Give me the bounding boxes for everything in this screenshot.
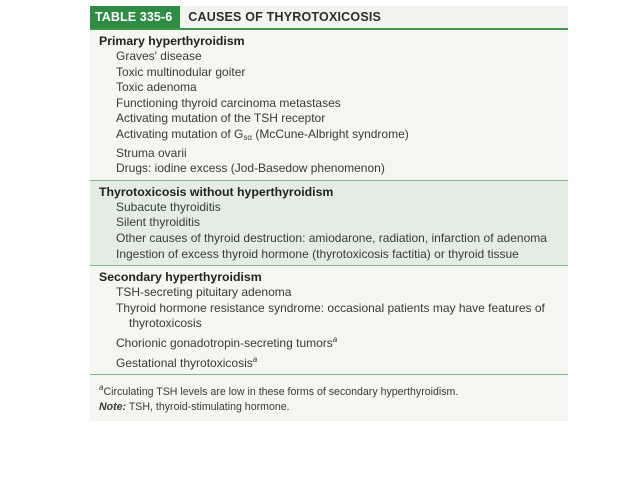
- section-heading: Secondary hyperthyroidism: [99, 270, 262, 285]
- list-item: Graves' disease: [116, 49, 202, 63]
- item-list: [99, 49, 564, 177]
- item-list: [99, 285, 564, 371]
- list-item: Struma ovarii: [116, 145, 187, 160]
- table-number: TABLE 335-6: [90, 6, 180, 28]
- table-footnotes: [90, 374, 568, 421]
- footnote-marker: a: [99, 383, 104, 393]
- item-text: Activating mutation of G: [116, 126, 244, 141]
- list-item: Other causes of thyroid destruction: amiodarone, radiation, infarction of adenoma: [116, 230, 547, 245]
- item-list: [99, 200, 564, 262]
- list-item: Functioning thyroid carcinoma metastases: [116, 95, 341, 110]
- list-item: Toxic multinodular goiter: [116, 64, 246, 79]
- section-thyrotoxicosis-without-hyperthyroidism: [90, 181, 568, 265]
- list-item: [116, 127, 564, 146]
- list-item: Silent thyroiditis: [116, 215, 201, 230]
- note-text: TSH, thyroid-stimulating hormone.: [126, 401, 290, 414]
- table-header: [90, 6, 568, 30]
- section-heading: Primary hyperthyroidism: [99, 34, 245, 48]
- item-text: Chorionic gonadotropin-secreting tumors: [116, 335, 333, 350]
- item-text: (McCune-Albright syndrome): [252, 126, 409, 141]
- footnote-a: [99, 380, 562, 400]
- footnote-text: Circulating TSH levels are low in these forms of secondary hyperthyroidism.: [103, 386, 459, 399]
- list-item: Subacute thyroiditis: [116, 199, 221, 214]
- footnote-marker: a: [252, 354, 258, 364]
- subscript-text: sα: [243, 132, 253, 142]
- table: [90, 6, 568, 421]
- section-heading: Thyrotoxicosis without hyperthyroidism: [99, 184, 334, 199]
- list-item: TSH-secreting pituitary adenoma: [116, 285, 292, 300]
- list-item: [116, 332, 564, 352]
- footnote-marker: a: [332, 334, 338, 344]
- table-title: CAUSES OF THYROTOXICOSIS: [188, 10, 382, 24]
- list-item: Ingestion of excess thyroid hormone (thyrotoxicosis factitia) or thyroid tissue: [116, 246, 519, 261]
- list-item: Toxic adenoma: [116, 80, 197, 95]
- section-secondary-hyperthyroidism: [90, 266, 568, 374]
- list-item: Activating mutation of the TSH receptor: [116, 111, 326, 126]
- table-note: [99, 400, 562, 415]
- list-item: Thyroid hormone resistance syndrome: occasional patients may have features of thyrotoxicosis: [116, 300, 545, 331]
- list-item: Drugs: iodine excess (Jod-Basedow phenomenon): [116, 161, 385, 176]
- note-label: Note:: [99, 401, 127, 414]
- list-item: [116, 352, 564, 372]
- section-primary-hyperthyroidism: [90, 30, 568, 180]
- item-text: Gestational thyrotoxicosis: [116, 355, 253, 370]
